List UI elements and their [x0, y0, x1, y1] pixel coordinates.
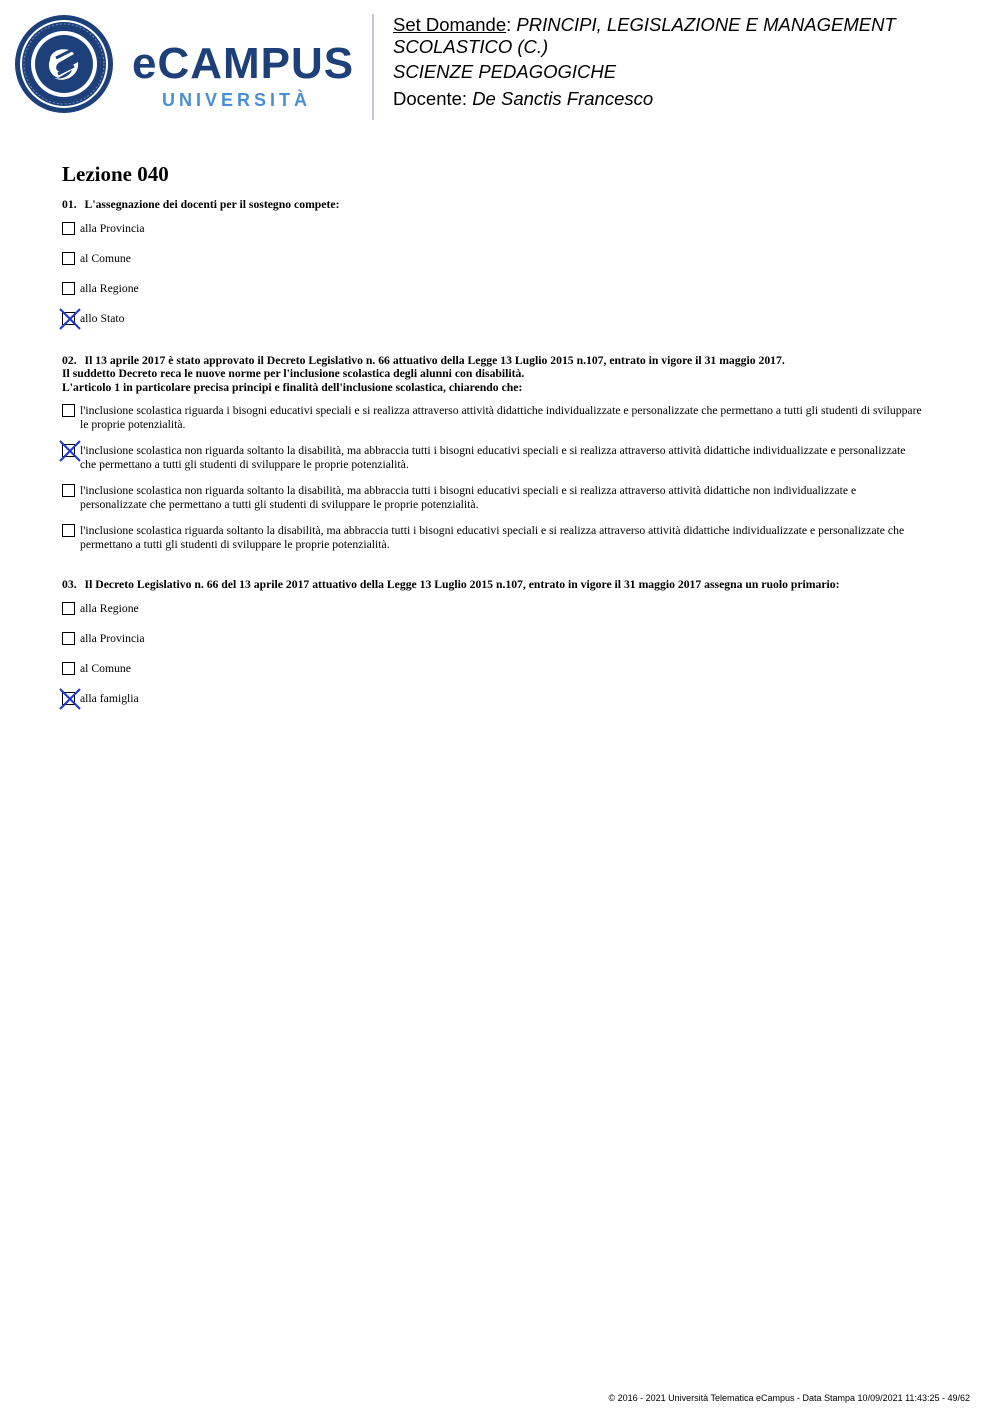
- question: [62, 198, 924, 328]
- question: [62, 578, 924, 708]
- answer-checkbox[interactable]: [62, 524, 75, 537]
- question-body-line: Il 13 aprile 2017 è stato approvato il Decreto Legislativo n. 66 attuativo della Legge 13 Luglio 2015 n.107, entrato in vigore il 31 maggio 2017.: [84, 353, 785, 367]
- logo-brand-text: eCAMPUS: [132, 39, 355, 88]
- page-footer: © 2016 - 2021 Università Telematica eCampus - Data Stampa 10/09/2021 11:43:25 - 49/62: [608, 1393, 970, 1403]
- answer-checkbox-checked[interactable]: [62, 312, 75, 325]
- answer-checkbox[interactable]: [62, 662, 75, 675]
- lesson-title: Lezione 040: [62, 162, 169, 186]
- question-body: L'assegnazione dei docenti per il sostegno compete:: [84, 198, 340, 211]
- answer-text: alla Provincia: [80, 631, 145, 645]
- answer-text: alla Regione: [80, 281, 139, 295]
- degree-name: SCIENZE PEDAGOGICHE: [393, 61, 617, 82]
- answer-option: [62, 222, 924, 238]
- logo-sub-text: UNIVERSITÀ: [162, 90, 312, 110]
- answer-text: al Comune: [80, 661, 131, 675]
- question-number: 01.: [62, 198, 77, 211]
- answer-option: [62, 602, 924, 618]
- answer-text: l'inclusione scolastica non riguarda soltanto la disabilità, ma abbraccia tutti i bisogni educativi speciali e si realizza attraverso attività didattiche non individualizzate e personalizzate che permettano a tutti gli studenti di sviluppare le proprie potenzialità.: [80, 484, 857, 511]
- question-number: 02.: [62, 353, 77, 367]
- teacher-row: [393, 88, 983, 110]
- teacher-label: Docente:: [393, 88, 468, 109]
- answer-option: [62, 252, 924, 268]
- course-info: [393, 14, 983, 115]
- answer-checkbox[interactable]: [62, 602, 75, 615]
- question-body-line: Il suddetto Decreto reca le nuove norme per l'inclusione scolastica degli alunni con disabilità.: [62, 367, 525, 380]
- course-row: [393, 14, 983, 58]
- answer-checkbox[interactable]: [62, 484, 75, 497]
- answer-text: al Comune: [80, 251, 131, 265]
- answer-option: [62, 632, 924, 648]
- header-divider: [372, 14, 374, 120]
- set-label: Set Domande: [393, 14, 507, 35]
- answer-option: [62, 312, 924, 328]
- answer-option: [62, 404, 924, 432]
- answer-checkbox[interactable]: [62, 252, 75, 265]
- quiz-content: [62, 162, 924, 730]
- answer-checkbox[interactable]: [62, 282, 75, 295]
- ecampus-wordmark: [132, 38, 358, 112]
- question-body-line: L'articolo 1 in particolare precisa principi e finalità dell'inclusione scolastica, chiarendo che:: [62, 380, 523, 394]
- answer-text: l'inclusione scolastica riguarda i bisogni educativi speciali e si realizza attraverso attività didattiche individualizzate e personalizzate che permettano a tutti gli studenti di sviluppare le proprie potenzialità.: [80, 404, 922, 431]
- university-seal-logo: [14, 14, 114, 114]
- answer-checkbox[interactable]: [62, 632, 75, 645]
- question-text: [62, 578, 924, 592]
- answer-checkbox-checked[interactable]: [62, 444, 75, 457]
- check-cross-icon: [58, 439, 82, 463]
- check-cross-icon: [58, 307, 82, 331]
- answer-text: alla Regione: [80, 601, 139, 615]
- answer-option: [62, 444, 924, 472]
- answer-option: [62, 524, 924, 552]
- teacher-name: De Sanctis Francesco: [472, 88, 654, 109]
- answer-text: l'inclusione scolastica non riguarda soltanto la disabilità, ma abbraccia tutti i bisogni educativi speciali e si realizza attraverso attività didattiche individualizzate e personalizzate che permettano a tutti gli studenti di sviluppare le proprie potenzialità.: [80, 444, 906, 471]
- set-separator: :: [506, 14, 512, 35]
- answer-text: alla famiglia: [80, 691, 139, 705]
- page-header: [0, 0, 1000, 130]
- answer-option: [62, 484, 924, 512]
- question-text: [62, 198, 924, 212]
- question-body: Il Decreto Legislativo n. 66 del 13 aprile 2017 attuativo della Legge 13 Luglio 2015 n.107, entrato in vigore il 31 maggio 2017 assegna un ruolo primario:: [84, 578, 840, 591]
- answer-checkbox[interactable]: [62, 222, 75, 235]
- answer-option: [62, 692, 924, 708]
- answer-checkbox-checked[interactable]: [62, 692, 75, 705]
- answer-text: l'inclusione scolastica riguarda soltanto la disabilità, ma abbraccia tutti i bisogni educativi speciali e si realizza attraverso attività didattiche individualizzate e personalizzate che permettano a tutti gli studenti di sviluppare le proprie potenzialità.: [80, 524, 905, 551]
- answer-text: alla Provincia: [80, 221, 145, 235]
- answer-text: allo Stato: [80, 311, 125, 325]
- question: [62, 354, 924, 553]
- answer-option: [62, 662, 924, 678]
- answer-option: [62, 282, 924, 298]
- check-cross-icon: [58, 687, 82, 711]
- question-number: 03.: [62, 578, 77, 591]
- answer-checkbox[interactable]: [62, 404, 75, 417]
- course-title: PRINCIPI, LEGISLAZIONE E MANAGEMENT SCOLASTICO (C.): [393, 14, 896, 57]
- question-text: [62, 354, 924, 395]
